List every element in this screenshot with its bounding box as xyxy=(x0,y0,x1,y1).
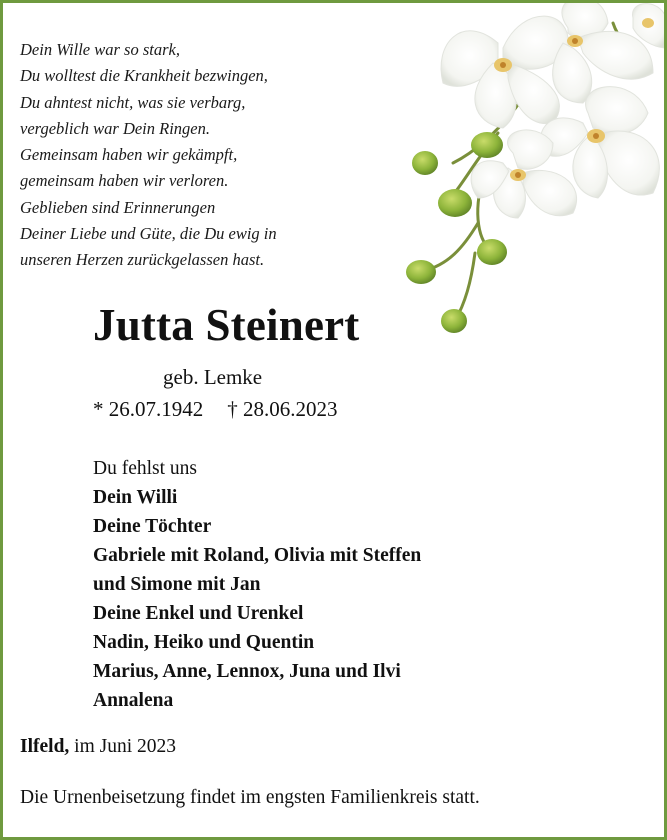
family-line: und Simone mit Jan xyxy=(93,574,261,595)
place-date-text: im Juni 2023 xyxy=(74,736,177,757)
burial-notice: Die Urnenbeisetzung findet im engsten Familienkreis statt. xyxy=(20,787,480,808)
poem-line: Du ahntest nicht, was sie verbarg, xyxy=(20,92,246,112)
poem-line: Du wolltest die Krankheit bezwingen, xyxy=(20,66,268,86)
poem-line: Geblieben sind Erinnerungen xyxy=(20,197,216,217)
death-date: † 28.06.2023 xyxy=(227,397,338,421)
place-town: Ilfeld, xyxy=(20,736,70,757)
orchid-illustration xyxy=(403,3,667,338)
life-dates xyxy=(93,397,338,422)
family-intro: Du fehlst uns xyxy=(93,458,197,479)
poem-line: Deiner Liebe und Güte, die Du ewig in xyxy=(20,224,277,244)
family-line: Marius, Anne, Lennox, Juna und Ilvi xyxy=(93,661,401,682)
poem-line: Dein Wille war so stark, xyxy=(20,40,180,59)
maiden-name: geb. Lemke xyxy=(163,365,263,389)
poem-line: vergeblich war Dein Ringen. xyxy=(20,118,211,138)
family-line: Dein Willi xyxy=(93,487,178,508)
poem-line: gemeinsam haben wir verloren. xyxy=(20,171,229,191)
family-line: Annalena xyxy=(93,690,174,711)
birth-date: * 26.07.1942 xyxy=(93,397,204,421)
family-line: Gabriele mit Roland, Olivia mit Steffen xyxy=(93,545,422,566)
poem-line: Gemeinsam haben wir gekämpft, xyxy=(20,145,238,165)
family-line: Deine Töchter xyxy=(93,516,212,537)
family-line: Nadin, Heiko und Quentin xyxy=(93,632,315,653)
family-list xyxy=(93,454,421,715)
poem-line: unseren Herzen zurückgelassen hast. xyxy=(20,250,265,270)
place-date xyxy=(20,736,176,758)
deceased-name: Jutta Steinert xyxy=(93,300,360,350)
family-line: Deine Enkel und Urenkel xyxy=(93,603,304,624)
poem xyxy=(20,37,277,274)
